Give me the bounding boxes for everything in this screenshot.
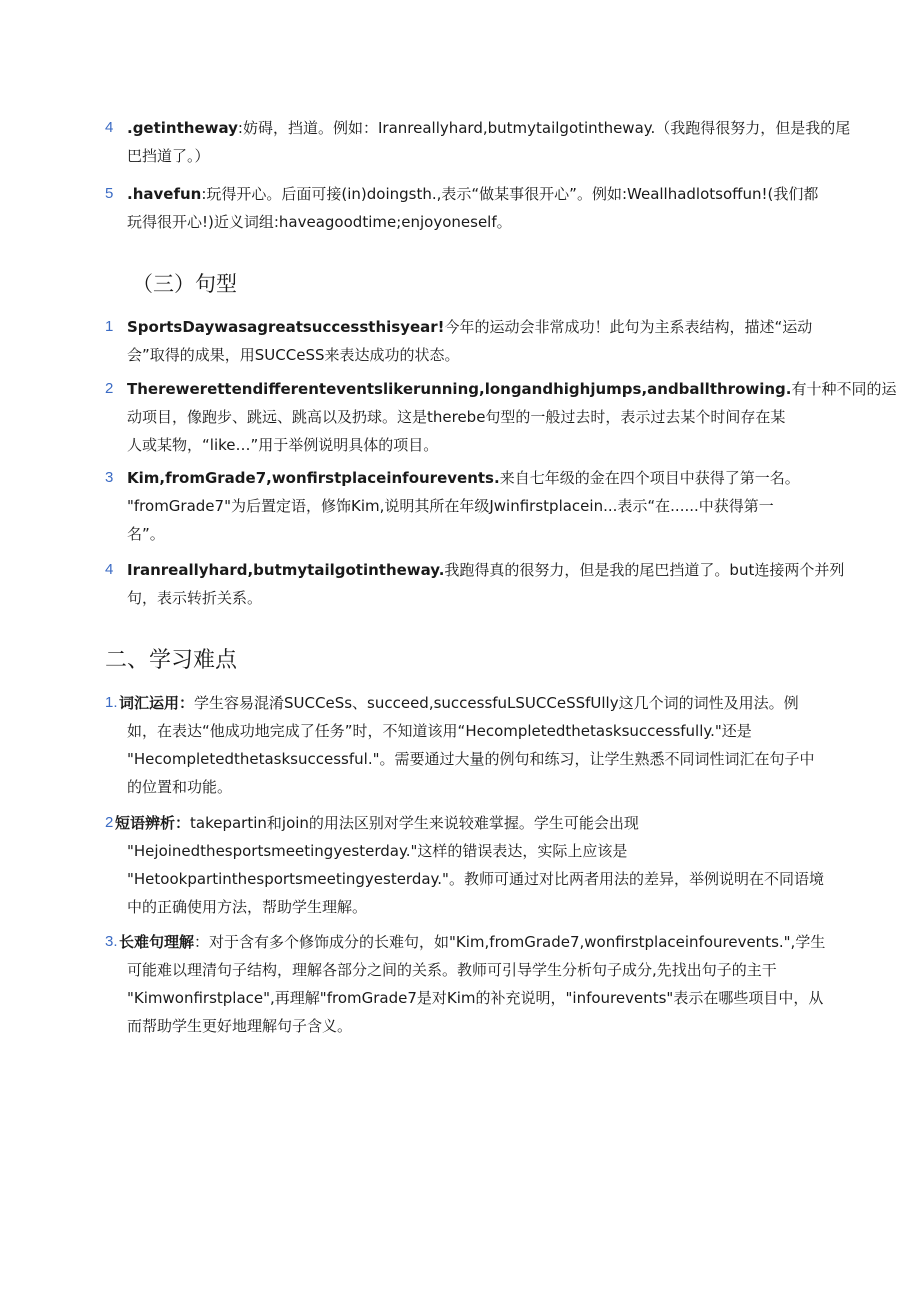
text-line bbox=[127, 208, 805, 236]
text-line bbox=[127, 431, 805, 459]
list-number: 3. bbox=[105, 933, 118, 950]
sentence-item-4 bbox=[105, 556, 845, 612]
text-line bbox=[115, 893, 805, 921]
section-heading-learning-difficulties: 二、学习难点 bbox=[105, 648, 238, 673]
list-number: 2 bbox=[105, 814, 114, 831]
difficulty-item-1 bbox=[105, 689, 815, 801]
difficulty-text: 的位置和功能。 bbox=[127, 778, 233, 796]
phrase-text: :玩得开心。后面可接(in)doingsth.,表示“做某事很开心”。例如:Weallhadlotsoffun!(我们都 bbox=[201, 185, 819, 203]
sentence-example: Iranreallyhard,butmytailgotintheway. bbox=[127, 561, 445, 579]
difficulty-title: 短语辨析： bbox=[115, 814, 191, 832]
difficulty-text: 可能难以理清句子结构，理解各部分之间的关系。教师可引导学生分析句子成分,先找出句子的主干 bbox=[127, 961, 777, 979]
text-line bbox=[127, 464, 805, 492]
difficulty-item-3 bbox=[105, 928, 826, 1040]
difficulty-body bbox=[105, 928, 826, 1040]
sentence-example: Kim,fromGrade7,wonfirstplaceinfourevents. bbox=[127, 469, 500, 487]
sentence-body bbox=[105, 556, 845, 612]
sentence-item-2 bbox=[105, 375, 897, 459]
sentence-explanation: 今年的运动会非常成功！此句为主系表结构，描述“运动 bbox=[444, 318, 813, 336]
phrase-text: 玩得很开心!)近义词组:haveagoodtime;enjoyoneself。 bbox=[127, 213, 512, 231]
difficulty-text: "Hejoinedthesportsmeetingyesterday."这样的错误表达，实际上应该是 bbox=[127, 842, 628, 860]
difficulty-text: "Hetookpartinthesportsmeetingyesterday."。教师可通过对比两者用法的差异，举例说明在不同语境 bbox=[127, 870, 824, 888]
sentence-item-3 bbox=[105, 464, 805, 548]
phrase-body bbox=[105, 180, 819, 236]
sentence-explanation: 句，表示转折关系。 bbox=[127, 589, 263, 607]
text-line bbox=[119, 773, 805, 801]
text-line bbox=[127, 114, 851, 142]
difficulty-text: "Kimwonfirstplace",再理解"fromGrade7是对Kim的补充说明，"infourevents"表示在哪些项目中，从 bbox=[127, 989, 824, 1007]
difficulty-body bbox=[105, 689, 815, 801]
phrase-item-5 bbox=[105, 180, 819, 236]
phrase-item-4 bbox=[105, 114, 851, 170]
phrase-text: 巴挡道了。） bbox=[127, 147, 210, 165]
sentence-explanation: 人或某物，“like…”用于举例说明具体的项目。 bbox=[127, 436, 439, 454]
sentence-explanation: "fromGrade7"为后置定语，修饰Kim,说明其所在年级Jwinfirstplacein...表示“在......中获得第一 bbox=[127, 497, 774, 515]
text-line bbox=[115, 865, 824, 893]
text-line bbox=[127, 403, 805, 431]
sentence-example: SportsDaywasagreatsuccessthisyear! bbox=[127, 318, 445, 336]
difficulty-title: 词汇运用： bbox=[119, 694, 195, 712]
difficulty-title: 长难句理解 bbox=[119, 933, 195, 951]
phrase-text: :妨碍，挡道。例如：Iranreallyhard,butmytailgotintheway.（我跑得很努力，但是我的尾 bbox=[237, 119, 851, 137]
text-line bbox=[119, 928, 826, 956]
sentence-body bbox=[105, 375, 897, 459]
sentence-example: Therewerettendifferenteventslikerunning,longandhighjumps,andballthrowing. bbox=[127, 380, 792, 398]
difficulty-text: ：对于含有多个修饰成分的长难句，如"Kim,fromGrade7,wonfirstplaceinfourevents.",学生 bbox=[194, 933, 826, 951]
sentence-item-1 bbox=[105, 313, 813, 369]
difficulty-text: 如，在表达“他成功地完成了任务”时，不知道该用“Hecompletedthetasksuccessfully."还是 bbox=[127, 722, 752, 740]
list-number: 2 bbox=[105, 380, 114, 397]
difficulty-text: takepartin和join的用法区别对学生来说较难掌握。学生可能会出现 bbox=[190, 814, 639, 832]
text-line bbox=[127, 375, 897, 403]
phrase-term: .getintheway bbox=[127, 119, 238, 137]
text-line bbox=[127, 584, 805, 612]
text-line bbox=[127, 341, 805, 369]
text-line bbox=[119, 717, 805, 745]
difficulty-text: 而帮助学生更好地理解句子含义。 bbox=[127, 1017, 353, 1035]
phrase-body bbox=[105, 114, 851, 170]
text-line bbox=[119, 1012, 805, 1040]
text-line bbox=[127, 556, 845, 584]
difficulty-item-2 bbox=[105, 809, 824, 921]
text-line bbox=[119, 745, 815, 773]
text-line bbox=[115, 809, 805, 837]
difficulty-body bbox=[105, 809, 824, 921]
text-line bbox=[119, 984, 824, 1012]
sentence-explanation: 名”。 bbox=[127, 525, 165, 543]
list-number: 4 bbox=[105, 119, 114, 136]
text-line bbox=[127, 180, 819, 208]
list-number: 4 bbox=[105, 561, 114, 578]
sentence-body bbox=[105, 313, 813, 369]
text-line bbox=[127, 520, 805, 548]
text-line bbox=[127, 142, 805, 170]
list-number: 1 bbox=[105, 318, 114, 335]
sentence-explanation: 我跑得真的很努力，但是我的尾巴挡道了。but连接两个并列 bbox=[444, 561, 845, 579]
difficulty-text: 中的正确使用方法，帮助学生理解。 bbox=[127, 898, 368, 916]
text-line bbox=[119, 956, 805, 984]
list-number: 3 bbox=[105, 469, 114, 486]
section-heading-sentence-patterns: （三）句型 bbox=[132, 272, 237, 296]
difficulty-text: "Hecompletedthetasksuccessful."。需要通过大量的例句和练习，让学生熟悉不同词性词汇在句子中 bbox=[127, 750, 815, 768]
list-number: 5 bbox=[105, 185, 114, 202]
list-number: 1. bbox=[105, 694, 118, 711]
sentence-explanation: 动项目，像跑步、跳远、跳高以及扔球。这是therebe句型的一般过去时，表示过去某个时间存在某 bbox=[127, 408, 786, 426]
sentence-explanation: 来自七年级的金在四个项目中获得了第一名。 bbox=[499, 469, 800, 487]
text-line bbox=[119, 689, 805, 717]
text-line bbox=[127, 313, 813, 341]
sentence-explanation: 有十种不同的运 bbox=[791, 380, 897, 398]
phrase-term: .havefun bbox=[127, 185, 202, 203]
sentence-explanation: 会”取得的成果，用SUCCeSS来表达成功的状态。 bbox=[127, 346, 460, 364]
text-line bbox=[127, 492, 805, 520]
text-line bbox=[115, 837, 805, 865]
sentence-body bbox=[105, 464, 805, 548]
difficulty-text: 学生容易混淆SUCCeSs、succeed,successfuLSUCCeSSfUlly这几个词的词性及用法。例 bbox=[194, 694, 799, 712]
